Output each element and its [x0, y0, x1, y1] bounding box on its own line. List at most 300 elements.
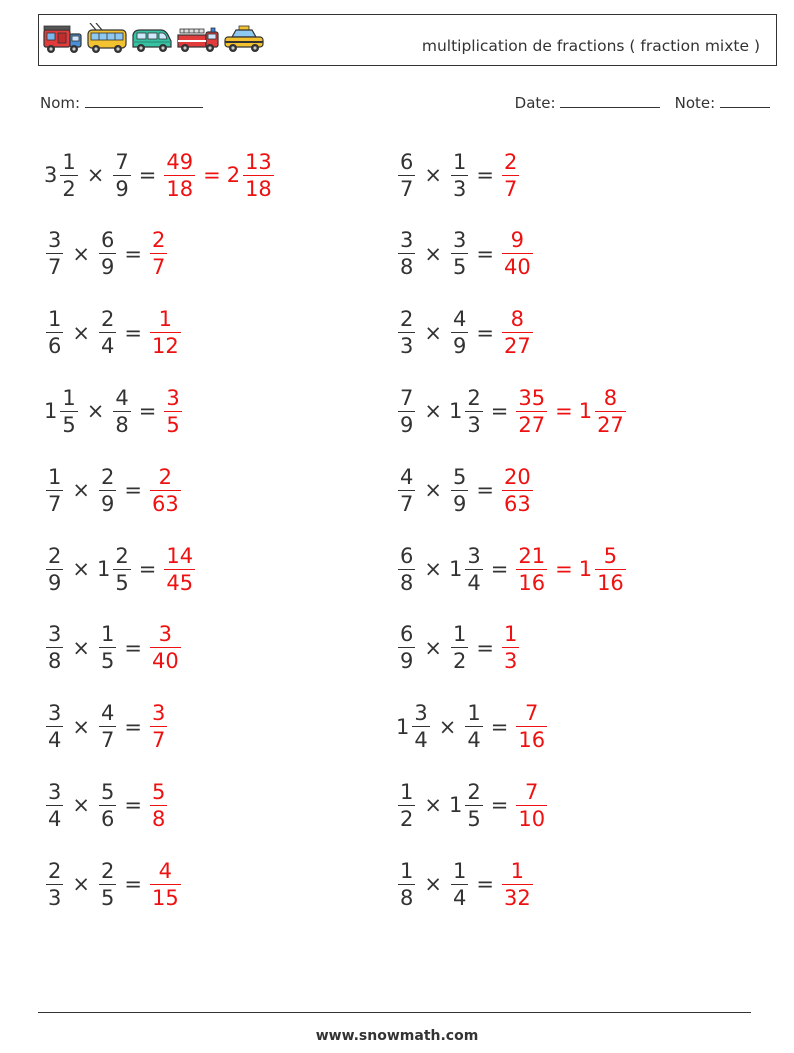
answer-fraction — [516, 385, 547, 438]
equals-sign: = — [476, 241, 494, 266]
answer-fraction — [150, 700, 167, 753]
answer-fraction — [150, 464, 181, 517]
factor-a-denominator: 3 — [400, 334, 414, 359]
times-sign: × — [72, 478, 90, 503]
answer-equals-sign: = — [203, 163, 221, 187]
times-sign: × — [86, 163, 105, 187]
factor-b-denominator: 5 — [100, 649, 115, 674]
problem-item — [44, 697, 169, 757]
answer-denominator: 7 — [151, 255, 166, 280]
answer-fraction — [502, 621, 519, 674]
factor-a-numerator: 6 — [400, 543, 414, 568]
answer-mixed-denominator: 18 — [245, 176, 272, 201]
factor-b-number — [97, 700, 118, 753]
times-sign: × — [424, 478, 442, 503]
answer-fraction — [164, 149, 195, 202]
answer-number — [500, 306, 535, 359]
equals-sign: = — [490, 714, 509, 739]
factor-b-denominator: 9 — [100, 491, 115, 516]
factor-a-numerator: 3 — [48, 622, 62, 647]
answer-fraction — [502, 858, 533, 911]
problem-item — [44, 539, 197, 599]
answer-numerator: 1 — [510, 858, 525, 883]
factor-a-numerator: 7 — [400, 385, 414, 410]
factor-a-denominator: 8 — [400, 255, 414, 280]
answer-numerator: 2 — [158, 464, 173, 489]
answer — [514, 385, 627, 438]
answer-mixed-fraction — [595, 543, 626, 596]
factor-b-fraction — [99, 858, 116, 911]
date-note-fields — [515, 93, 770, 112]
equals-sign: = — [476, 635, 494, 660]
problem-item — [396, 145, 521, 205]
problem-item — [44, 460, 183, 520]
answer-numerator: 3 — [151, 701, 166, 726]
answer-fraction — [502, 464, 533, 517]
times-sign: × — [72, 872, 90, 897]
factor-a-fraction — [398, 464, 415, 517]
factor-a-fraction — [46, 306, 63, 359]
answer-mixed-denominator: 27 — [597, 412, 624, 437]
equals-sign: = — [490, 399, 509, 424]
equals-sign: = — [124, 320, 142, 345]
factor-a-fraction — [60, 149, 77, 202]
answer-number — [148, 779, 169, 832]
answer — [162, 385, 183, 438]
times-sign: × — [72, 635, 90, 660]
factor-a-numerator: 1 — [62, 149, 76, 174]
answer-denominator: 27 — [518, 412, 546, 437]
vehicle-icons — [43, 23, 265, 57]
answer — [500, 227, 535, 280]
problem-item — [396, 854, 535, 914]
factor-b-whole: 1 — [448, 399, 463, 424]
factor-b-numerator: 1 — [452, 622, 467, 647]
times-sign: × — [424, 399, 442, 424]
factor-b-fraction — [113, 543, 130, 596]
factor-a-number — [396, 385, 417, 438]
factor-a-number — [396, 779, 417, 832]
times-sign: × — [424, 872, 442, 897]
factor-b-number — [449, 306, 470, 359]
equals-sign: = — [124, 793, 142, 818]
answer-numerator: 35 — [518, 385, 546, 410]
answer-denominator: 45 — [166, 570, 194, 595]
note-label: Note: — [674, 94, 716, 112]
factor-b-number — [97, 306, 118, 359]
answer — [500, 858, 535, 911]
times-sign: × — [72, 320, 90, 345]
answer-denominator: 16 — [518, 728, 546, 753]
answer-denominator: 12 — [151, 334, 179, 359]
factor-a-numerator: 1 — [62, 385, 76, 410]
fire-engine-icon — [176, 23, 220, 55]
factor-b-denominator: 7 — [100, 728, 115, 753]
factor-b-number — [449, 464, 470, 517]
factor-b-number — [97, 858, 118, 911]
problem-item — [396, 539, 628, 599]
answer — [148, 700, 169, 753]
factor-b-fraction — [113, 385, 130, 438]
factor-a-number — [44, 385, 80, 438]
factor-a-number — [44, 464, 65, 517]
equals-sign: = — [476, 872, 494, 897]
equals-sign: = — [476, 163, 494, 187]
answer-mixed-whole: 2 — [226, 163, 241, 187]
answer-fraction — [150, 621, 181, 674]
factor-b-numerator: 5 — [100, 779, 115, 804]
equals-sign: = — [138, 557, 157, 581]
problem-item — [44, 775, 169, 835]
factor-a-numerator: 1 — [48, 464, 62, 489]
problem-item — [44, 303, 183, 363]
factor-a-number — [396, 306, 417, 359]
factor-b-number — [97, 621, 118, 674]
answer-numerator: 2 — [503, 149, 518, 174]
answer-number — [500, 858, 535, 911]
answer — [148, 621, 183, 674]
answer-fraction — [164, 543, 195, 596]
factor-b-numerator: 4 — [452, 307, 467, 332]
answer-numerator: 5 — [151, 779, 166, 804]
factor-b-numerator: 2 — [115, 543, 129, 568]
answer-fraction — [150, 227, 167, 280]
answer-fraction — [516, 700, 547, 753]
answer-mixed-fraction — [595, 385, 626, 438]
answer — [500, 149, 521, 202]
factor-b-fraction — [99, 700, 116, 753]
factor-a-number — [44, 700, 65, 753]
factor-a-numerator: 3 — [48, 701, 62, 726]
problem-item — [396, 224, 535, 284]
factor-a-number — [44, 858, 65, 911]
answer — [500, 621, 521, 674]
factor-a-fraction — [60, 385, 77, 438]
answer-number — [162, 149, 197, 202]
answer-numerator: 7 — [525, 701, 539, 726]
factor-b-whole: 1 — [448, 793, 463, 818]
factor-b-denominator: 2 — [452, 649, 467, 674]
answer-number — [500, 227, 535, 280]
factor-a-denominator: 8 — [400, 885, 414, 910]
factor-a-denominator: 2 — [62, 176, 76, 201]
problem-item — [44, 854, 183, 914]
factor-a-fraction — [398, 543, 415, 596]
factor-a-fraction — [46, 543, 63, 596]
answer-number — [162, 543, 197, 596]
answer-mixed-numerator: 8 — [603, 385, 618, 410]
factor-a-number — [396, 464, 417, 517]
answer-number — [500, 621, 521, 674]
factor-a-number — [44, 306, 65, 359]
factor-b-denominator: 5 — [100, 885, 115, 910]
factor-a-numerator: 1 — [48, 307, 62, 332]
answer-fraction — [516, 779, 547, 832]
fire-truck-icon — [43, 23, 83, 55]
date-label: Date: — [514, 94, 556, 112]
factor-a-whole: 1 — [396, 714, 410, 739]
answer-denominator: 27 — [503, 334, 531, 359]
times-sign: × — [72, 714, 90, 739]
factor-a-fraction — [398, 306, 415, 359]
answer-number — [162, 385, 183, 438]
answer-denominator: 7 — [503, 176, 518, 201]
factor-a-denominator: 4 — [48, 728, 62, 753]
factor-a-denominator: 4 — [414, 728, 428, 753]
answer-denominator: 16 — [518, 570, 546, 595]
factor-a-denominator: 3 — [48, 885, 62, 910]
factor-a-number — [44, 779, 65, 832]
times-sign: × — [72, 241, 90, 266]
equals-sign: = — [124, 478, 142, 503]
factor-b-fraction — [451, 306, 468, 359]
answer-mixed-number — [579, 543, 628, 596]
answer-mixed-number — [227, 149, 276, 202]
answer-numerator: 49 — [166, 149, 194, 174]
equals-sign: = — [490, 793, 509, 818]
factor-a-whole: 1 — [44, 399, 58, 424]
answer-mixed-whole: 1 — [578, 399, 593, 424]
answer-fraction — [150, 779, 167, 832]
factor-b-fraction — [451, 621, 468, 674]
factor-b-numerator: 1 — [452, 149, 467, 174]
answer-denominator: 5 — [166, 412, 180, 437]
answer-numerator: 3 — [158, 622, 173, 647]
equals-sign: = — [124, 635, 142, 660]
answer-denominator: 63 — [151, 491, 179, 516]
name-blank-line[interactable] — [85, 93, 203, 108]
answer — [162, 543, 197, 596]
answer-mixed-numerator: 13 — [245, 149, 272, 174]
factor-b-numerator: 7 — [115, 149, 129, 174]
answer-numerator: 3 — [166, 385, 180, 410]
problem-item — [396, 460, 535, 520]
factor-b-fraction — [99, 306, 116, 359]
factor-a-number — [44, 621, 65, 674]
times-sign: × — [424, 557, 442, 581]
footer-url: www.snowmath.com — [315, 1028, 479, 1044]
factor-a-fraction — [46, 464, 63, 517]
equals-sign: = — [138, 163, 157, 187]
factor-a-number — [44, 543, 65, 596]
answer-denominator: 63 — [503, 491, 531, 516]
factor-b-fraction — [451, 227, 468, 280]
answer — [514, 779, 549, 832]
factor-a-fraction — [46, 858, 63, 911]
answer-number — [514, 543, 549, 596]
times-sign: × — [86, 399, 105, 424]
factor-a-numerator: 4 — [400, 464, 414, 489]
factor-b-fraction — [465, 385, 482, 438]
factor-b-number — [111, 149, 132, 202]
factor-b-number — [449, 858, 470, 911]
factor-a-denominator: 7 — [400, 176, 414, 201]
times-sign: × — [438, 714, 457, 739]
answer — [148, 779, 169, 832]
answer — [500, 306, 535, 359]
factor-b-numerator: 3 — [467, 543, 481, 568]
factor-a-fraction — [398, 227, 415, 280]
factor-b-denominator: 9 — [115, 176, 129, 201]
times-sign: × — [72, 557, 90, 581]
answer — [514, 543, 627, 596]
factor-b-fraction — [465, 779, 482, 832]
factor-b-denominator: 8 — [115, 412, 129, 437]
problem-item — [44, 381, 184, 441]
factor-b-fraction — [99, 779, 116, 832]
answer-number — [148, 858, 183, 911]
equals-sign: = — [476, 478, 494, 503]
factor-b-number — [449, 621, 470, 674]
factor-b-number — [449, 227, 470, 280]
factor-a-number — [396, 621, 417, 674]
answer-mixed-number — [579, 385, 628, 438]
answer-fraction — [150, 858, 181, 911]
factor-a-number — [396, 700, 432, 753]
answer — [162, 149, 275, 202]
answer — [514, 700, 549, 753]
problem-item — [396, 697, 549, 757]
factor-a-numerator: 6 — [400, 622, 414, 647]
answer-numerator: 7 — [525, 779, 539, 804]
factor-b-denominator: 9 — [452, 491, 467, 516]
factor-a-number — [396, 858, 417, 911]
factor-a-whole: 3 — [44, 163, 58, 187]
factor-a-fraction — [46, 779, 63, 832]
answer-mixed-fraction — [243, 149, 274, 202]
name-label: Nom: — [40, 94, 81, 112]
taxi-icon — [223, 23, 265, 55]
answer-mixed-whole: 1 — [578, 557, 593, 581]
factor-a-fraction — [46, 700, 63, 753]
answer-fraction — [150, 306, 181, 359]
answer-denominator: 10 — [518, 806, 546, 831]
factor-a-denominator: 6 — [48, 334, 62, 359]
factor-a-fraction — [46, 621, 63, 674]
answer-numerator: 1 — [503, 622, 518, 647]
factor-b-numerator: 2 — [100, 464, 115, 489]
factor-a-fraction — [398, 858, 415, 911]
factor-b-numerator: 5 — [452, 464, 467, 489]
factor-a-number — [396, 149, 417, 202]
answer-fraction — [502, 227, 533, 280]
factor-b-number — [97, 543, 133, 596]
factor-b-fraction — [465, 700, 482, 753]
factor-b-number — [449, 385, 485, 438]
factor-b-denominator: 5 — [467, 806, 481, 831]
equals-sign: = — [124, 872, 142, 897]
answer-number — [148, 700, 169, 753]
equals-sign: = — [138, 399, 157, 424]
answer-fraction — [164, 385, 181, 438]
problem-item — [396, 775, 549, 835]
factor-a-fraction — [398, 385, 415, 438]
answer — [148, 306, 183, 359]
factor-b-denominator: 4 — [100, 334, 115, 359]
answer-mixed-numerator: 5 — [603, 543, 618, 568]
equals-sign: = — [490, 557, 509, 581]
worksheet-title: multiplication de fractions ( fraction mixte ) — [421, 37, 760, 55]
factor-b-number — [97, 227, 118, 280]
problem-item — [396, 381, 628, 441]
date-blank-line[interactable] — [560, 93, 660, 108]
factor-a-denominator: 2 — [400, 806, 414, 831]
factor-a-denominator: 7 — [48, 255, 62, 280]
factor-a-fraction — [46, 227, 63, 280]
answer-equals-sign: = — [555, 557, 573, 581]
factor-b-numerator: 2 — [100, 858, 115, 883]
answer-number — [500, 149, 521, 202]
factor-b-denominator: 3 — [452, 176, 467, 201]
answer-numerator: 20 — [503, 464, 531, 489]
answer — [148, 858, 183, 911]
answer-number — [514, 385, 549, 438]
answer — [148, 227, 169, 280]
note-blank-line[interactable] — [720, 93, 770, 108]
factor-a-denominator: 9 — [48, 570, 62, 595]
factor-b-numerator: 4 — [115, 385, 129, 410]
factor-b-denominator: 5 — [452, 255, 467, 280]
equals-sign: = — [124, 714, 142, 739]
factor-a-denominator: 4 — [48, 806, 62, 831]
trolleybus-icon — [86, 23, 128, 55]
factor-a-number — [44, 149, 80, 202]
factor-b-number — [97, 779, 118, 832]
factor-b-number — [449, 779, 485, 832]
factor-a-numerator: 3 — [400, 228, 414, 253]
answer-denominator: 40 — [503, 255, 531, 280]
factor-b-numerator: 2 — [467, 385, 481, 410]
factor-a-numerator: 2 — [400, 307, 414, 332]
times-sign: × — [424, 320, 442, 345]
times-sign: × — [424, 635, 442, 660]
answer-fraction — [502, 149, 519, 202]
factor-a-numerator: 3 — [414, 701, 428, 726]
answer-numerator: 8 — [510, 307, 525, 332]
factor-a-numerator: 3 — [48, 779, 62, 804]
factor-a-denominator: 9 — [400, 649, 414, 674]
factor-b-fraction — [451, 149, 468, 202]
answer-numerator: 21 — [518, 543, 546, 568]
factor-b-number — [449, 543, 485, 596]
factor-b-numerator: 6 — [100, 228, 115, 253]
answer-number — [514, 700, 549, 753]
times-sign: × — [424, 793, 442, 818]
factor-b-denominator: 9 — [100, 255, 115, 280]
factor-b-fraction — [99, 621, 116, 674]
answer-numerator: 2 — [151, 228, 166, 253]
factor-a-numerator: 6 — [400, 149, 414, 174]
factor-b-denominator: 5 — [115, 570, 129, 595]
factor-b-whole: 1 — [448, 557, 463, 581]
problem-item — [396, 618, 521, 678]
factor-b-numerator: 4 — [100, 701, 115, 726]
factor-b-numerator: 3 — [452, 228, 467, 253]
answer-fraction — [516, 543, 547, 596]
factor-a-numerator: 1 — [400, 779, 414, 804]
factor-b-fraction — [451, 858, 468, 911]
answer-numerator: 4 — [158, 858, 173, 883]
answer — [500, 464, 535, 517]
times-sign: × — [424, 241, 442, 266]
answer-fraction — [502, 306, 533, 359]
equals-sign: = — [476, 320, 494, 345]
factor-b-denominator: 4 — [452, 885, 467, 910]
answer-denominator: 15 — [151, 885, 179, 910]
factor-a-number — [396, 227, 417, 280]
factor-b-numerator: 1 — [100, 622, 115, 647]
factor-a-number — [44, 227, 65, 280]
